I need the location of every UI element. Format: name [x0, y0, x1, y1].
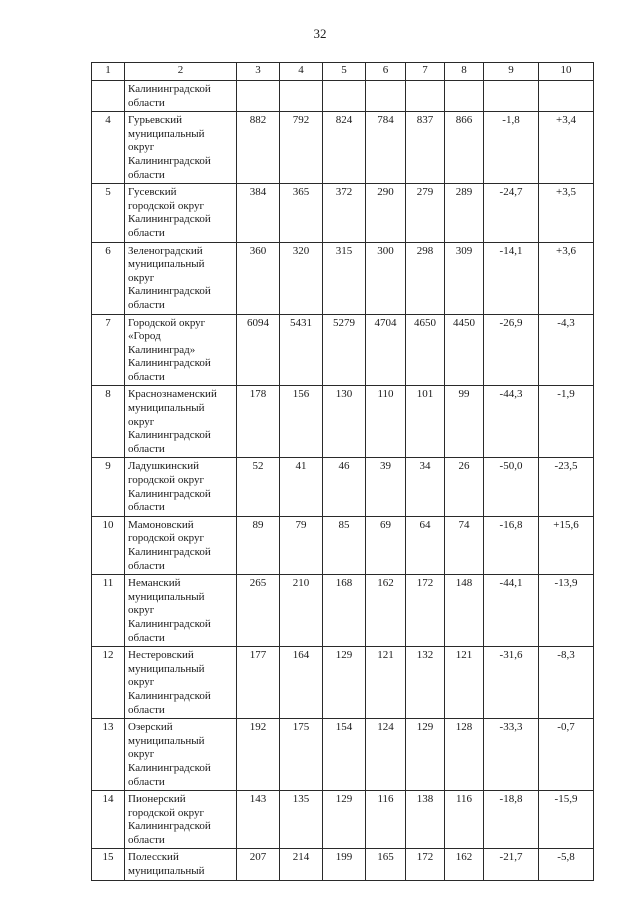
table-cell: +3,6 [539, 242, 594, 314]
table-cell: -16,8 [484, 516, 539, 574]
table-cell: 290 [366, 184, 406, 242]
municipality-name-line: Калининградской [128, 357, 211, 370]
table-cell [280, 81, 323, 112]
table-cell: -13,9 [539, 575, 594, 647]
municipality-name-line: Калининградской [128, 617, 211, 630]
table-cell: -44,1 [484, 575, 539, 647]
municipality-name-line: Ладушкинский [128, 460, 200, 473]
table-cell: +3,5 [539, 184, 594, 242]
table-cell: 121 [445, 647, 484, 719]
table-cell: -1,8 [484, 112, 539, 184]
table-cell: 41 [280, 458, 323, 516]
municipality-name-line: области [128, 298, 165, 311]
table-cell: 138 [406, 791, 445, 849]
table-cell: 300 [366, 242, 406, 314]
table-cell: 365 [280, 184, 323, 242]
table-cell: 5279 [323, 314, 366, 386]
table-cell: 116 [366, 791, 406, 849]
table-cell: 360 [237, 242, 280, 314]
table-cell: 207 [237, 849, 280, 880]
municipality-name-line: области [128, 168, 165, 181]
table-cell: 175 [280, 719, 323, 791]
table-cell: 172 [406, 575, 445, 647]
table-row [92, 242, 594, 314]
row-number: 9 [92, 458, 125, 516]
municipality-name-line: округ [128, 676, 155, 689]
municipality-name-line: Калининградской [128, 213, 211, 226]
table-row [92, 575, 594, 647]
table-cell [237, 81, 280, 112]
row-number: 13 [92, 719, 125, 791]
table-cell: 143 [237, 791, 280, 849]
municipality-name [125, 719, 237, 791]
table-cell: 172 [406, 849, 445, 880]
table-cell: 132 [406, 647, 445, 719]
municipality-name-line: муниципальный [128, 258, 205, 271]
table-cell: 116 [445, 791, 484, 849]
table-cell: 214 [280, 849, 323, 880]
table-cell: -15,9 [539, 791, 594, 849]
table-cell: 39 [366, 458, 406, 516]
municipality-name-line: «Город [128, 330, 161, 343]
table-body [92, 81, 594, 881]
table-cell: 4450 [445, 314, 484, 386]
table-row [92, 386, 594, 458]
municipality-name-line: муниципальный [128, 127, 205, 140]
table-row [92, 112, 594, 184]
municipality-name [125, 184, 237, 242]
table-cell: 101 [406, 386, 445, 458]
municipality-name-line: Мамоновский [128, 518, 194, 531]
municipality-name-line: муниципальный [128, 865, 205, 878]
column-header: 3 [237, 63, 280, 81]
table-cell: 99 [445, 386, 484, 458]
table-row [92, 81, 594, 112]
municipality-name-line: муниципальный [128, 590, 205, 603]
table-cell: 89 [237, 516, 280, 574]
table-cell: 320 [280, 242, 323, 314]
municipality-name [125, 516, 237, 574]
municipality-name-line: области [128, 96, 165, 109]
column-header: 10 [539, 63, 594, 81]
row-number: 4 [92, 112, 125, 184]
municipality-name [125, 112, 237, 184]
table-row [92, 849, 594, 880]
table-cell: -33,3 [484, 719, 539, 791]
table-cell: 52 [237, 458, 280, 516]
table-cell [406, 81, 445, 112]
table-cell: 199 [323, 849, 366, 880]
municipality-name-line: области [128, 833, 165, 846]
municipality-name-line: области [128, 501, 165, 514]
municipality-name-line: области [128, 631, 165, 644]
municipality-name-line: округ [128, 748, 155, 761]
table-cell: 279 [406, 184, 445, 242]
municipality-name-line: городской округ [128, 532, 205, 545]
municipality-name-line: Калининградской [128, 689, 211, 702]
page-number: 32 [313, 26, 327, 41]
table-cell: 5431 [280, 314, 323, 386]
table-cell: 162 [445, 849, 484, 880]
table-cell: -5,8 [539, 849, 594, 880]
table-cell: 162 [366, 575, 406, 647]
table-cell: 74 [445, 516, 484, 574]
column-header: 1 [92, 63, 125, 81]
table-cell: 156 [280, 386, 323, 458]
table-row [92, 458, 594, 516]
table-cell: 384 [237, 184, 280, 242]
table-cell: -4,3 [539, 314, 594, 386]
municipality-name-line: Гурьевский [128, 114, 182, 127]
table-cell: 882 [237, 112, 280, 184]
municipality-name-line: области [128, 442, 165, 455]
column-header: 6 [366, 63, 406, 81]
table-cell: 4704 [366, 314, 406, 386]
table-cell: 177 [237, 647, 280, 719]
table-cell: 110 [366, 386, 406, 458]
municipality-name-line: Калининградской [128, 154, 211, 167]
municipality-name [125, 386, 237, 458]
table-cell: 148 [445, 575, 484, 647]
table-cell: 124 [366, 719, 406, 791]
table-cell: -31,6 [484, 647, 539, 719]
municipality-name-line: области [128, 226, 165, 239]
table-cell: -24,7 [484, 184, 539, 242]
municipality-name-line: Полесский [128, 851, 179, 864]
table-cell: 824 [323, 112, 366, 184]
row-number: 7 [92, 314, 125, 386]
table-cell: 79 [280, 516, 323, 574]
table-cell: 315 [323, 242, 366, 314]
table-cell: 34 [406, 458, 445, 516]
municipality-name-line: Неманский [128, 577, 181, 590]
row-number: 15 [92, 849, 125, 880]
table-cell: 135 [280, 791, 323, 849]
municipality-name-line: Пионерский [128, 793, 186, 806]
table-row [92, 184, 594, 242]
table-cell: -0,7 [539, 719, 594, 791]
table-cell: -21,7 [484, 849, 539, 880]
municipality-name-line: Краснознаменский [128, 388, 217, 401]
municipality-name-line: округ [128, 415, 155, 428]
table-cell: 178 [237, 386, 280, 458]
table-cell: 128 [445, 719, 484, 791]
municipality-name-line: Калининградской [128, 285, 211, 298]
municipality-name-line: Городской округ [128, 316, 206, 329]
table-row [92, 719, 594, 791]
table-cell: -23,5 [539, 458, 594, 516]
table-cell: -50,0 [484, 458, 539, 516]
row-number: 8 [92, 386, 125, 458]
row-number: 5 [92, 184, 125, 242]
table-row [92, 647, 594, 719]
table-cell: 372 [323, 184, 366, 242]
table-cell: +3,4 [539, 112, 594, 184]
municipality-name [125, 458, 237, 516]
table-cell: -44,3 [484, 386, 539, 458]
table-cell: 192 [237, 719, 280, 791]
column-header: 5 [323, 63, 366, 81]
row-number: 12 [92, 647, 125, 719]
table-cell: 129 [323, 791, 366, 849]
municipality-name [125, 81, 237, 112]
table-cell: 168 [323, 575, 366, 647]
municipality-name-line: округ [128, 604, 155, 617]
table-cell: 69 [366, 516, 406, 574]
table-cell: -26,9 [484, 314, 539, 386]
table-cell: 265 [237, 575, 280, 647]
table-cell: 154 [323, 719, 366, 791]
municipality-name-line: Калининградской [128, 546, 211, 558]
table-cell: 866 [445, 112, 484, 184]
municipality-name [125, 242, 237, 314]
municipality-name-line: Калининградской [128, 761, 211, 774]
table-cell: 837 [406, 112, 445, 184]
table-cell: 64 [406, 516, 445, 574]
row-number [92, 81, 125, 112]
table-cell: 129 [406, 719, 445, 791]
table-cell: 298 [406, 242, 445, 314]
municipality-name-line: Калининградской [128, 820, 211, 833]
municipality-name-line: Калининградской [128, 83, 211, 95]
municipality-name-line: области [128, 370, 165, 383]
table-cell [323, 81, 366, 112]
municipality-name-line: области [128, 559, 165, 572]
table-cell: 164 [280, 647, 323, 719]
table-cell: 46 [323, 458, 366, 516]
municipality-name-line: городской округ [128, 474, 205, 487]
column-header: 9 [484, 63, 539, 81]
column-header: 8 [445, 63, 484, 81]
municipality-name-line: области [128, 703, 165, 716]
table-cell: -18,8 [484, 791, 539, 849]
table-cell: 85 [323, 516, 366, 574]
row-number: 6 [92, 242, 125, 314]
table-cell: -14,1 [484, 242, 539, 314]
municipality-name-line: Калининград» [128, 343, 196, 356]
table-cell: 6094 [237, 314, 280, 386]
municipality-name-line: округ [128, 271, 155, 284]
table-cell: 129 [323, 647, 366, 719]
data-table [91, 62, 594, 881]
municipality-name-line: Озерский [128, 721, 173, 734]
table-cell: 784 [366, 112, 406, 184]
table-row [92, 516, 594, 574]
column-header: 2 [125, 63, 237, 81]
municipality-name-line: Калининградской [128, 487, 211, 500]
municipality-name [125, 647, 237, 719]
municipality-name-line: муниципальный [128, 402, 205, 415]
municipality-name-line: Калининградской [128, 429, 211, 442]
row-number: 11 [92, 575, 125, 647]
municipality-name-line: муниципальный [128, 662, 205, 675]
table-cell: 26 [445, 458, 484, 516]
municipality-name-line: области [128, 775, 165, 788]
table-cell: +15,6 [539, 516, 594, 574]
table-row [92, 314, 594, 386]
column-header: 4 [280, 63, 323, 81]
municipality-name-line: округ [128, 141, 155, 154]
municipality-name-line: муниципальный [128, 734, 205, 747]
table-row [92, 791, 594, 849]
table-cell: 289 [445, 184, 484, 242]
table-cell: 309 [445, 242, 484, 314]
table-cell: 121 [366, 647, 406, 719]
municipality-name-line: городской округ [128, 199, 205, 212]
municipality-name-line: Зеленоградский [128, 244, 203, 257]
table-header-row [92, 63, 594, 81]
table-cell [445, 81, 484, 112]
table-cell: -1,9 [539, 386, 594, 458]
table-cell [539, 81, 594, 112]
table-cell: -8,3 [539, 647, 594, 719]
municipality-name [125, 314, 237, 386]
table-cell [484, 81, 539, 112]
municipality-name-line: Нестеровский [128, 649, 194, 662]
municipality-name [125, 849, 237, 880]
table-cell: 792 [280, 112, 323, 184]
municipality-name-line: Гусевский [128, 186, 177, 199]
municipality-name-line: городской округ [128, 806, 205, 819]
table-cell: 165 [366, 849, 406, 880]
table-cell [366, 81, 406, 112]
column-header: 7 [406, 63, 445, 81]
table-cell: 210 [280, 575, 323, 647]
row-number: 10 [92, 516, 125, 574]
row-number: 14 [92, 791, 125, 849]
municipality-name [125, 791, 237, 849]
table-cell: 130 [323, 386, 366, 458]
table-cell: 4650 [406, 314, 445, 386]
municipality-name [125, 575, 237, 647]
